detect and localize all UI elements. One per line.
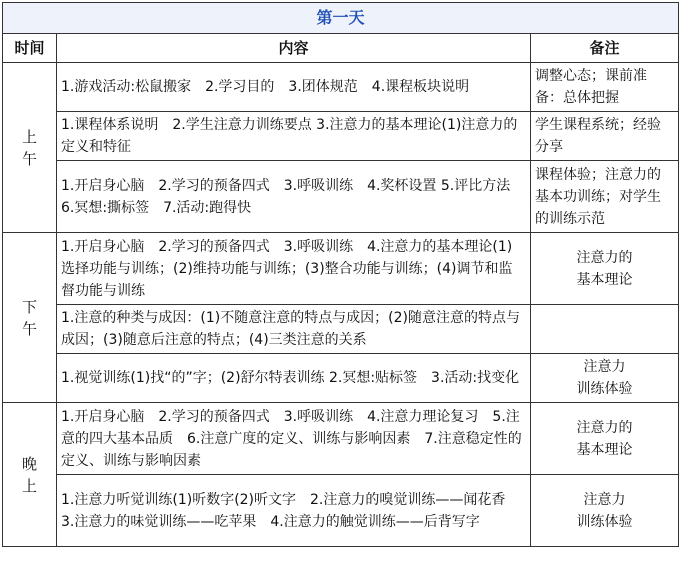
table-row: [3, 403, 679, 475]
table-title: 第一天: [3, 3, 679, 34]
row-content: 1.游戏活动:松鼠搬家 2.学习目的 3.团体规范 4.课程板块说明: [57, 63, 531, 112]
period-evening-line2: 上: [21, 476, 37, 495]
row-content: 1.开启身心脑 2.学习的预备四式 3.呼吸训练 4.注意力的基本理论(1)选择功能与训练；(2)维持功能与训练；(3)整合功能与训练；(4)调节和监督功能与训练: [57, 233, 531, 305]
row-notes: [531, 403, 679, 475]
period-afternoon-line2: 午: [21, 319, 37, 338]
title-row: [3, 3, 679, 34]
notes-line2: 基本理论: [576, 441, 633, 458]
table-row: [3, 233, 679, 305]
row-content: 1.注意的种类与成因：(1)不随意注意的特点与成因；(2)随意注意的特点与成因；(3)随意后注意的特点；(4)三类注意的关系: [57, 305, 531, 354]
notes-line2: 基本理论: [576, 271, 633, 288]
row-content: 1.开启身心脑 2.学习的预备四式 3.呼吸训练 4.注意力理论复习 5.注意的四大基本品质 6.注意广度的定义、训练与影响因素 7.注意稳定性的定义、训练与影响因素: [57, 403, 531, 475]
period-evening: [3, 403, 57, 547]
table-row: [3, 63, 679, 112]
period-evening-line1: 晚: [21, 454, 37, 473]
row-content: 1.开启身心脑 2.学习的预备四式 3.呼吸训练 4.奖杯设置 5.评比方法 6.冥想:撕标签 7.活动:跑得快: [57, 161, 531, 233]
row-notes: [531, 233, 679, 305]
row-notes: [531, 475, 679, 547]
row-notes: 学生课程系统；经验分享: [531, 112, 679, 161]
header-content: 内容: [57, 34, 531, 63]
schedule-table: [2, 2, 679, 547]
notes-line2: 训练体验: [576, 381, 633, 397]
row-notes: [531, 354, 679, 403]
notes-line1: 注意力的: [576, 249, 633, 266]
notes-line2: 训练体验: [576, 513, 633, 530]
period-morning: [3, 63, 57, 233]
table-row: [3, 354, 679, 403]
period-morning-line1: 上: [21, 127, 37, 146]
notes-line1: 注意力: [583, 359, 626, 375]
row-notes: 课程体验；注意力的基本功训练；对学生的训练示范: [531, 161, 679, 233]
row-notes: 调整心态；课前准备：总体把握: [531, 63, 679, 112]
header-row: [3, 34, 679, 63]
notes-line1: 注意力: [583, 491, 626, 508]
period-afternoon-line1: 下: [21, 297, 37, 316]
period-afternoon: [3, 233, 57, 403]
row-content: 1.注意力听觉训练(1)听数字(2)听文字 2.注意力的嗅觉训练——闻花香 3.注意力的味觉训练——吃苹果 4.注意力的触觉训练——后背写字: [57, 475, 531, 547]
header-time: 时间: [3, 34, 57, 63]
table-row: [3, 112, 679, 161]
table-row: [3, 475, 679, 547]
row-content: 1.视觉训练(1)找“的”字；(2)舒尔特表训练 2.冥想:贴标签 3.活动:找变化: [57, 354, 531, 403]
header-notes: 备注: [531, 34, 679, 63]
table-row: [3, 305, 679, 354]
table-row: [3, 161, 679, 233]
row-content: 1.课程体系说明 2.学生注意力训练要点 3.注意力的基本理论(1)注意力的定义和特征: [57, 112, 531, 161]
period-morning-line2: 午: [21, 149, 37, 168]
notes-line1: 注意力的: [576, 419, 633, 436]
row-notes: [531, 305, 679, 354]
